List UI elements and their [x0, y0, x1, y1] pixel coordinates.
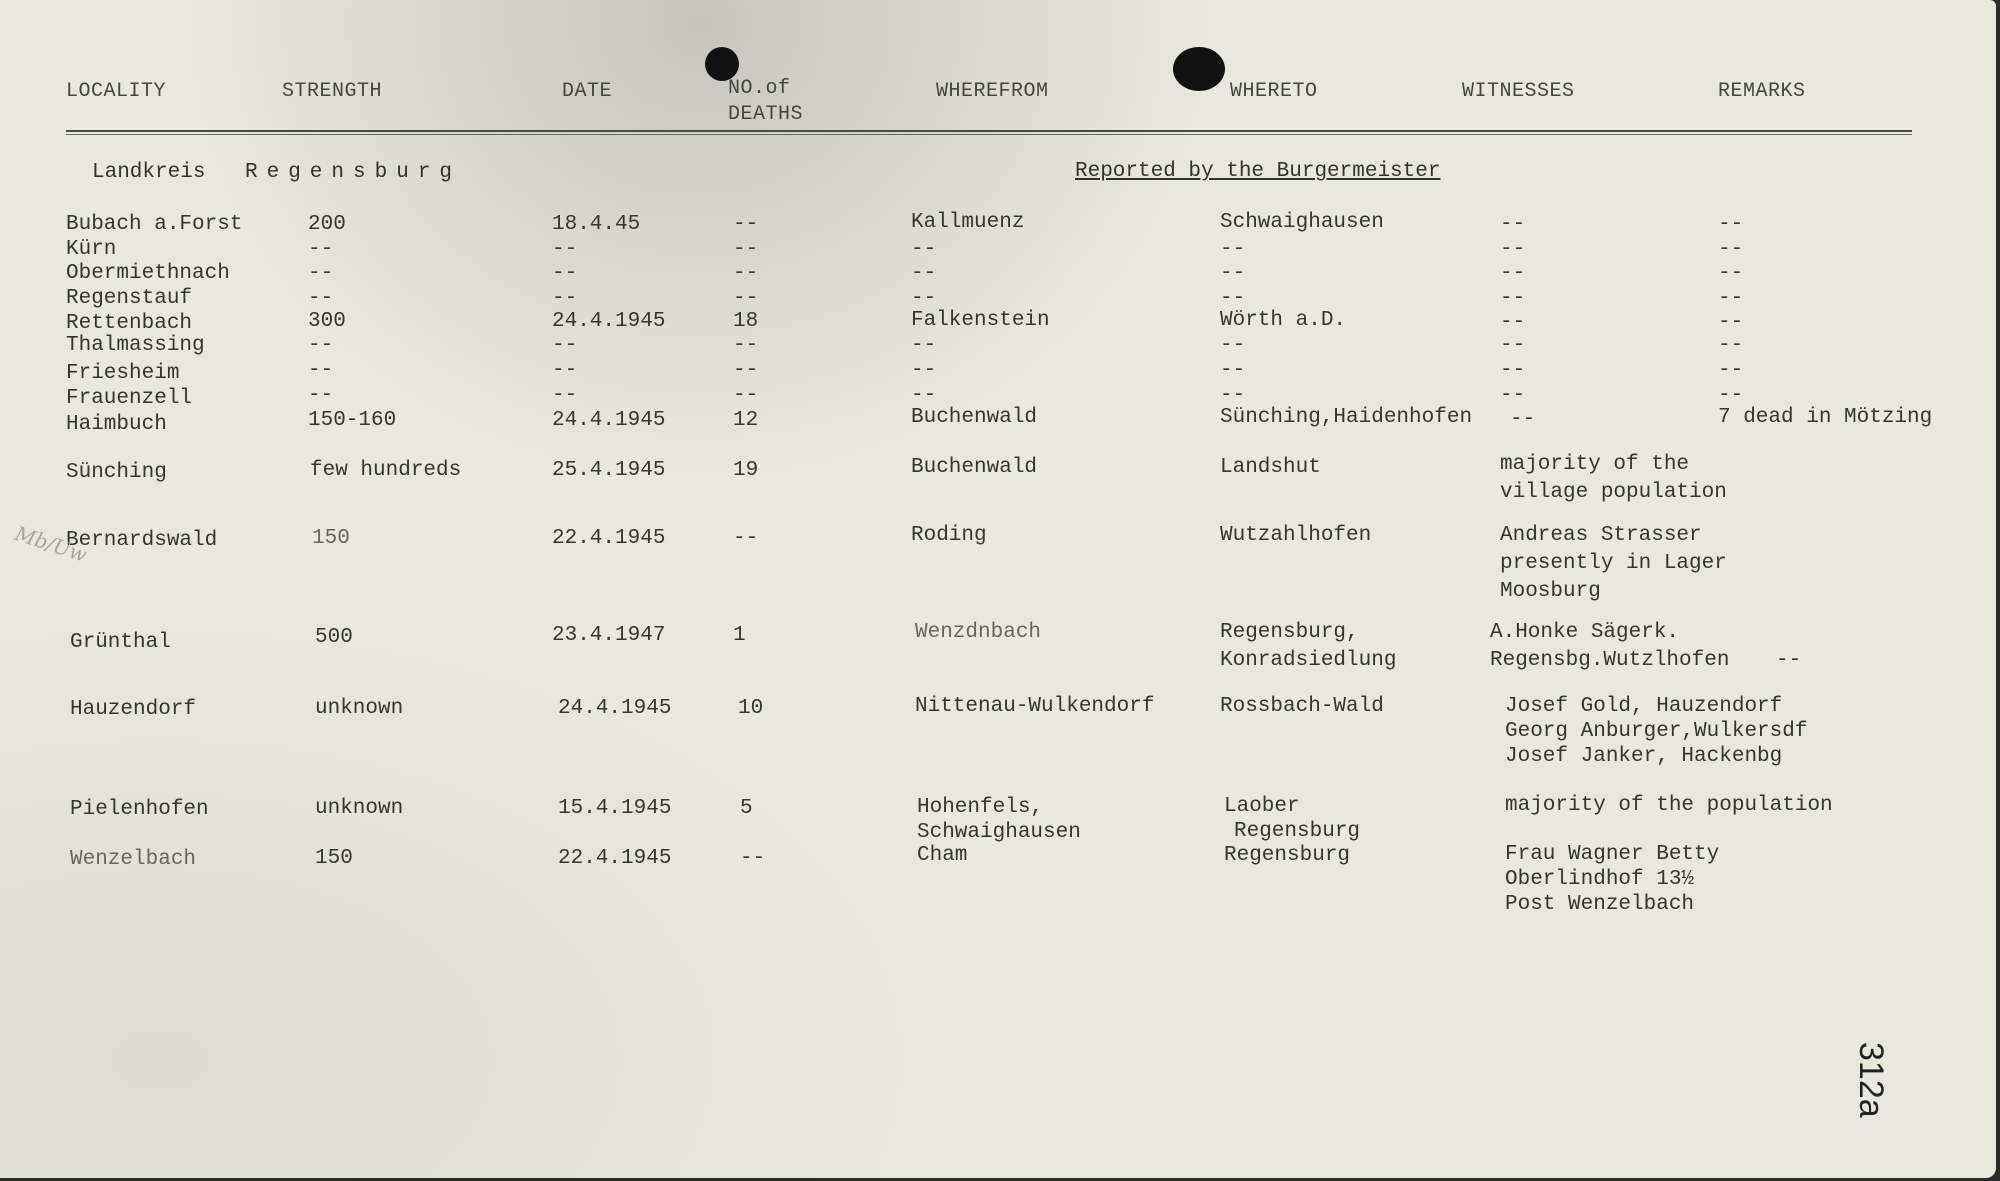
- header-deaths: [728, 76, 803, 128]
- row-locality: Hauzendorf: [70, 698, 197, 721]
- header-wherefrom: WHEREFROM: [936, 80, 1049, 103]
- row-whereto: Wutzahlhofen: [1220, 524, 1372, 547]
- header-date: DATE: [562, 80, 613, 103]
- row-wherefrom: [917, 795, 1081, 845]
- witness-line: Georg Anburger,Wulkersdf: [1505, 720, 1808, 743]
- row-strength: --: [308, 384, 334, 407]
- row-remarks: --: [1718, 262, 1744, 285]
- row-whereto: Sünching,Haidenhofen: [1220, 406, 1473, 429]
- row-witnesses: --: [1500, 311, 1526, 334]
- header-remarks: REMARKS: [1718, 80, 1806, 103]
- header-locality: LOCALITY: [66, 80, 167, 103]
- row-whereto: --: [1220, 287, 1246, 310]
- row-locality: Pielenhofen: [70, 798, 209, 821]
- row-whereto: --: [1220, 359, 1246, 382]
- row-strength: 200: [308, 213, 346, 236]
- row-date: --: [552, 359, 578, 382]
- row-locality: Haimbuch: [66, 413, 167, 436]
- row-witnesses: [1500, 452, 1727, 505]
- row-deaths: --: [733, 334, 759, 357]
- row-wherefrom: Buchenwald: [911, 456, 1038, 479]
- row-whereto: --: [1220, 384, 1246, 407]
- district-name: Regensburg: [245, 161, 462, 184]
- row-deaths: --: [733, 287, 759, 310]
- witness-line: Josef Janker, Hackenbg: [1505, 745, 1783, 768]
- witness-line: majority of the: [1500, 453, 1690, 476]
- row-locality: Bernardswald: [66, 529, 218, 552]
- row-wherefrom: --: [911, 384, 937, 407]
- row-wherefrom: Buchenwald: [911, 406, 1038, 429]
- row-remarks: --: [1718, 311, 1744, 334]
- row-remarks: --: [1718, 238, 1744, 261]
- row-remarks: --: [1776, 649, 1802, 672]
- row-witnesses: --: [1500, 384, 1526, 407]
- row-strength: 150-160: [308, 409, 397, 432]
- row-witnesses: --: [1500, 262, 1526, 285]
- row-deaths: --: [733, 213, 759, 236]
- row-wherefrom: Nittenau-Wulkendorf: [915, 695, 1155, 718]
- row-strength: 300: [308, 310, 346, 333]
- row-deaths: 1: [733, 624, 746, 647]
- row-deaths: --: [733, 384, 759, 407]
- row-date: 23.4.1947: [552, 624, 666, 647]
- row-remarks: --: [1718, 359, 1744, 382]
- witness-line: Frau Wagner Betty: [1505, 843, 1720, 866]
- row-date: 22.4.1945: [558, 847, 672, 870]
- row-witnesses: [1500, 523, 1727, 604]
- row-locality: Frauenzell: [66, 387, 193, 410]
- row-deaths: 12: [733, 409, 759, 432]
- row-locality: Kürn: [66, 238, 117, 261]
- row-witnesses: --: [1510, 408, 1536, 431]
- row-date: --: [552, 334, 578, 357]
- row-strength: --: [308, 334, 334, 357]
- witness-line: A.Honke Sägerk.: [1490, 621, 1680, 644]
- row-date: --: [552, 262, 578, 285]
- row-remarks: --: [1718, 213, 1744, 236]
- row-whereto: Wörth a.D.: [1220, 309, 1347, 332]
- witness-line: Regensbg.Wutzlhofen: [1490, 649, 1730, 672]
- row-deaths: 10: [738, 697, 764, 720]
- row-date: --: [552, 287, 578, 310]
- witness-line: village population: [1500, 481, 1727, 504]
- witness-line: Moosburg: [1500, 580, 1601, 603]
- row-strength: few hundreds: [310, 459, 462, 482]
- row-deaths: --: [733, 527, 759, 550]
- row-remarks: 7 dead in Mötzing: [1718, 406, 1933, 429]
- row-strength: 150: [312, 527, 350, 550]
- row-date: 18.4.45: [552, 213, 641, 236]
- row-strength: --: [308, 287, 334, 310]
- row-whereto: [1224, 794, 1360, 844]
- witness-line: Josef Gold, Hauzendorf: [1505, 695, 1783, 718]
- whereto-line: Regensburg: [1234, 820, 1361, 843]
- row-whereto: --: [1220, 238, 1246, 261]
- whereto-line: Konradsiedlung: [1220, 649, 1397, 672]
- row-date: 24.4.1945: [552, 409, 666, 432]
- header-whereto: WHERETO: [1230, 80, 1318, 103]
- header-rule: [66, 130, 1912, 132]
- row-wherefrom: --: [911, 262, 937, 285]
- row-deaths: 19: [733, 459, 759, 482]
- row-witnesses: [1505, 842, 1719, 917]
- row-locality: Bubach a.Forst: [66, 213, 243, 236]
- witness-line: presently in Lager: [1500, 552, 1727, 575]
- landkreis-label: Landkreis: [92, 161, 206, 184]
- row-wherefrom: Roding: [911, 524, 987, 547]
- row-deaths: --: [733, 238, 759, 261]
- row-strength: 500: [315, 626, 353, 649]
- row-remarks: --: [1718, 384, 1744, 407]
- row-whereto: Schwaighausen: [1220, 211, 1384, 234]
- row-wherefrom: Falkenstein: [911, 309, 1050, 332]
- margin-pencil-note: Mb/Uw: [12, 521, 90, 567]
- row-date: --: [552, 238, 578, 261]
- whereto-line: Regensburg,: [1220, 621, 1359, 644]
- row-wherefrom: Kallmuenz: [911, 211, 1025, 234]
- header-deaths-line1: NO.of: [728, 77, 791, 100]
- row-witnesses: [1490, 620, 1729, 673]
- row-date: 24.4.1945: [558, 697, 672, 720]
- row-wherefrom: --: [911, 359, 937, 382]
- row-witnesses: --: [1500, 238, 1526, 261]
- row-date: 22.4.1945: [552, 527, 666, 550]
- witness-line: Andreas Strasser: [1500, 524, 1702, 547]
- row-locality: Sünching: [66, 461, 167, 484]
- witness-line: Oberlindhof 13½: [1505, 868, 1695, 891]
- row-witnesses: majority of the population: [1505, 794, 1833, 817]
- page-number: 312a: [1852, 1042, 1890, 1118]
- row-locality: Friesheim: [66, 362, 180, 385]
- header-deaths-line2: DEATHS: [728, 103, 804, 126]
- witness-line: Post Wenzelbach: [1505, 893, 1695, 916]
- row-locality: Rettenbach: [66, 312, 193, 335]
- row-deaths: --: [733, 262, 759, 285]
- wherefrom-line: Hohenfels,: [917, 796, 1044, 819]
- row-wherefrom: Cham: [917, 844, 968, 867]
- row-deaths: 5: [740, 797, 753, 820]
- row-date: --: [552, 384, 578, 407]
- row-date: 24.4.1945: [552, 310, 666, 333]
- row-date: 15.4.1945: [558, 797, 672, 820]
- row-wherefrom: --: [911, 334, 937, 357]
- row-date: 25.4.1945: [552, 459, 666, 482]
- wherefrom-line: Schwaighausen: [917, 821, 1081, 844]
- header-rule-secondary: [66, 134, 1912, 135]
- header-strength: STRENGTH: [282, 80, 383, 103]
- row-deaths: --: [740, 847, 766, 870]
- row-locality: Regenstauf: [66, 287, 193, 310]
- row-locality: Thalmassing: [66, 334, 205, 357]
- row-wherefrom: --: [911, 287, 937, 310]
- row-witnesses: --: [1500, 287, 1526, 310]
- row-locality: Wenzelbach: [70, 848, 197, 871]
- row-strength: --: [308, 262, 334, 285]
- row-whereto: [1220, 620, 1396, 673]
- punch-hole-right: [1173, 47, 1225, 91]
- row-whereto: Landshut: [1220, 456, 1321, 479]
- row-locality: Grünthal: [70, 631, 171, 654]
- row-witnesses: --: [1500, 359, 1526, 382]
- row-whereto: Rossbach-Wald: [1220, 695, 1384, 718]
- row-whereto: --: [1220, 262, 1246, 285]
- row-locality: Obermiethnach: [66, 262, 230, 285]
- row-whereto: --: [1220, 334, 1246, 357]
- row-deaths: --: [733, 359, 759, 382]
- row-remarks: --: [1718, 334, 1744, 357]
- row-wherefrom: Wenzdnbach: [915, 621, 1042, 644]
- row-remarks: --: [1718, 287, 1744, 310]
- row-deaths: 18: [733, 310, 759, 333]
- row-whereto: Regensburg: [1224, 844, 1351, 867]
- row-witnesses: [1505, 694, 1807, 769]
- reported-by: Reported by the Burgermeister: [1075, 160, 1441, 183]
- header-witnesses: WITNESSES: [1462, 80, 1575, 103]
- row-wherefrom: --: [911, 238, 937, 261]
- row-strength: --: [308, 238, 334, 261]
- row-strength: unknown: [315, 797, 404, 820]
- row-witnesses: --: [1500, 334, 1526, 357]
- row-strength: 150: [315, 847, 353, 870]
- row-strength: unknown: [315, 697, 404, 720]
- whereto-line: Laober: [1224, 795, 1300, 818]
- row-witnesses: --: [1500, 213, 1526, 236]
- row-strength: --: [308, 359, 334, 382]
